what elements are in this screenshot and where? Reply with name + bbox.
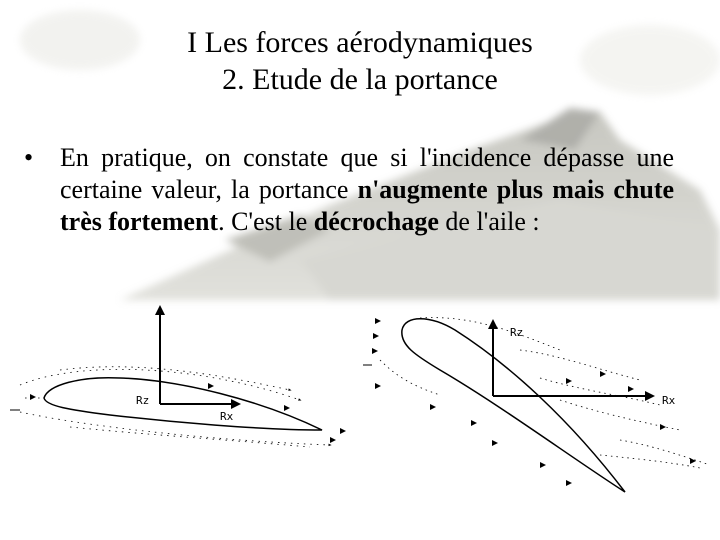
- bullet-bold-term: décrochage: [313, 207, 439, 236]
- bullet-marker: •: [24, 143, 34, 172]
- bullet-text-part-3: de l'aile :: [438, 207, 540, 236]
- bullet-text-part-2: . C'est le: [218, 207, 314, 236]
- airflow-arrows-left: [30, 383, 346, 443]
- airfoil-diagrams: [0, 300, 720, 540]
- rz-label-left: Rz: [136, 394, 150, 407]
- bullet-bold-phrase: n'augmente plus mais chute très fortement: [60, 175, 675, 236]
- airflow-lines-left: [20, 367, 330, 447]
- slide-title: [0, 24, 720, 98]
- airfoil-right-profile: [402, 319, 625, 492]
- title-line-2: 2. Etude de la portance: [222, 63, 498, 96]
- rz-label-right: Rz: [510, 326, 524, 339]
- title-line-1: I Les forces aérodynamiques: [187, 26, 533, 59]
- rx-label-right: Rx: [662, 394, 676, 407]
- bullet-text: [60, 142, 674, 238]
- airfoil-normal-incidence: [10, 310, 346, 447]
- bullet-item: [24, 142, 674, 238]
- rx-label-left: Rx: [220, 410, 234, 423]
- bullet-text-part-1: En pratique, on constate que si l'incidence dépasse une certaine valeur, la portance: [60, 143, 674, 204]
- airfoil-high-incidence: [363, 318, 710, 492]
- turbulent-wake: [380, 318, 710, 468]
